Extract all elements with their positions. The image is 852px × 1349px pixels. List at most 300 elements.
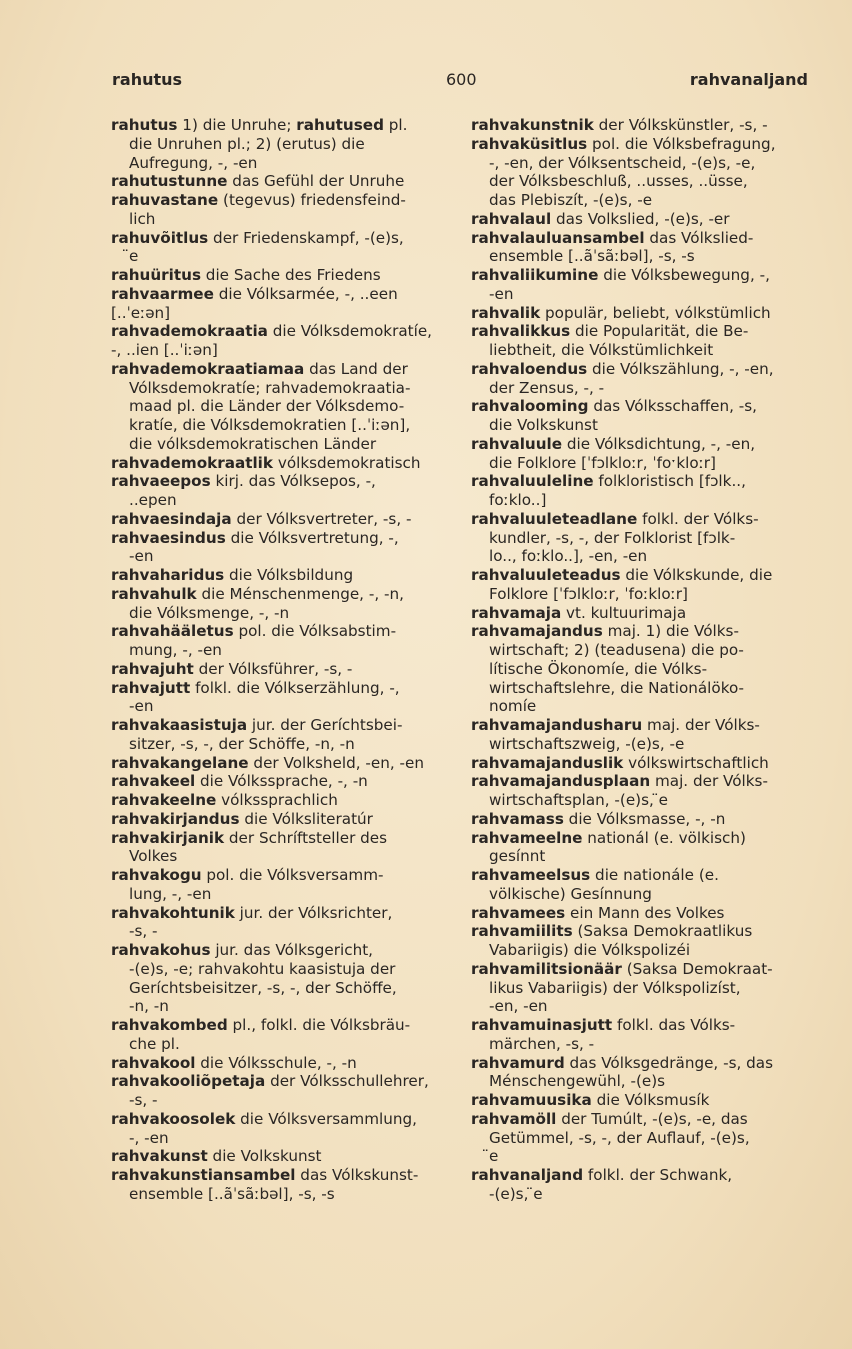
headword: rahvakangelane bbox=[111, 753, 249, 772]
entry-line bbox=[111, 135, 447, 154]
definition-text: die Ménschenmenge, -, -n, bbox=[196, 584, 404, 603]
headword: rahvaesindus bbox=[111, 528, 226, 547]
entry-line bbox=[471, 360, 807, 379]
definition-text: jur. der Vólksrichter, bbox=[234, 903, 393, 922]
definition-text: die vólksdemokratischen Länder bbox=[129, 434, 377, 453]
entry-line bbox=[111, 979, 447, 998]
definition-text: -s, - bbox=[129, 1091, 158, 1109]
definition-text: maj. der Vólks- bbox=[650, 772, 768, 791]
definition-text: maad pl. die Länder der Vólksdemo- bbox=[129, 397, 405, 416]
entry-line bbox=[111, 697, 447, 716]
headword: rahutustunne bbox=[111, 172, 228, 191]
definition-text: wirtschaftsplan, -(e)s, ̈e bbox=[489, 791, 669, 809]
definition-text: che pl. bbox=[129, 1034, 180, 1053]
definition-text: die Vólksbewegung, -, bbox=[598, 266, 770, 284]
entry-line bbox=[471, 172, 807, 191]
definition-text: lo.., foːklo..], -en, -en bbox=[489, 547, 648, 566]
headword: rahvamajanduslik bbox=[471, 753, 624, 772]
headword: rahvamiilits bbox=[471, 922, 573, 941]
headword: rahvaluuleteadlane bbox=[471, 509, 638, 528]
entry-line bbox=[111, 379, 447, 398]
definition-text: (Saksa Demokraatlikus bbox=[572, 922, 753, 941]
headword: rahvaluuleline bbox=[471, 472, 594, 491]
headword: rahvakeelne bbox=[111, 791, 217, 809]
headword: rahvalikkus bbox=[471, 322, 571, 341]
headword: rahvajutt bbox=[111, 678, 191, 697]
entry-line bbox=[111, 585, 447, 604]
headword: rahvaliikumine bbox=[471, 266, 599, 284]
entry-line bbox=[111, 547, 447, 566]
entry-line bbox=[111, 754, 447, 773]
entry-line bbox=[471, 454, 807, 473]
entry-line bbox=[111, 229, 447, 248]
headword: rahvamuusika bbox=[471, 1091, 592, 1109]
entry-line bbox=[111, 1129, 447, 1148]
definition-text: maj. 1) die Vólks- bbox=[602, 622, 739, 641]
entry-line bbox=[111, 472, 447, 491]
definition-text: völkische) Gesínnung bbox=[489, 884, 652, 903]
headword: rahvaeepos bbox=[111, 472, 211, 491]
entry-line bbox=[471, 791, 807, 810]
entry-line bbox=[111, 510, 447, 529]
entry-line bbox=[471, 847, 807, 866]
headword: rahvakaasistuja bbox=[111, 716, 248, 734]
entry-line bbox=[471, 116, 807, 135]
headword: rahvanaljand bbox=[471, 1166, 584, 1184]
headword: rahuvõitlus bbox=[111, 228, 209, 247]
definition-text: jur. der Geríchtsbei- bbox=[247, 716, 403, 734]
definition-text: nomíe bbox=[489, 697, 537, 716]
definition-text: kirj. das Vólksepos, -, bbox=[210, 472, 376, 491]
headword: rahvameelsus bbox=[471, 866, 591, 884]
entry-line bbox=[471, 1091, 807, 1110]
entry-line bbox=[111, 941, 447, 960]
definition-text: die Vólkssprache, -, -n bbox=[195, 772, 368, 791]
definition-text: vólkssprachlich bbox=[216, 791, 338, 809]
entry-line bbox=[471, 1016, 807, 1035]
definition-text: die Folklore [ˈfɔlkloːr, ˈfoˑkloːr] bbox=[489, 453, 716, 472]
definition-text: der Vólksschullehrer, bbox=[265, 1072, 429, 1091]
definition-text: die Volkskunst bbox=[207, 1147, 322, 1166]
entry-line bbox=[111, 641, 447, 660]
headword: rahvamilitsionäär bbox=[471, 959, 622, 978]
entry-line bbox=[471, 829, 807, 848]
entry-line bbox=[111, 529, 447, 548]
definition-text: maj. der Vólks- bbox=[642, 716, 760, 734]
entry-line bbox=[471, 397, 807, 416]
definition-text: lich bbox=[129, 209, 156, 228]
definition-text: die Vólksbildung bbox=[224, 566, 354, 584]
definition-text: folkloristisch [fɔlk.., bbox=[593, 472, 746, 491]
headword: rahvademokraatia bbox=[111, 322, 268, 341]
entry-line bbox=[471, 1054, 807, 1073]
definition-text: -en bbox=[129, 547, 154, 566]
headword: rahvameelne bbox=[471, 828, 583, 847]
entry-line bbox=[111, 154, 447, 173]
definition-text: Volkes bbox=[129, 847, 178, 866]
definition-text: 1) die Unruhe; bbox=[177, 116, 297, 134]
definition-text: folkl. der Vólks- bbox=[637, 509, 759, 528]
definition-text: das Land der bbox=[304, 359, 408, 378]
entry-line bbox=[111, 660, 447, 679]
definition-text: die Unruhen pl.; 2) (erutus) die bbox=[129, 134, 365, 153]
entry-line bbox=[471, 322, 807, 341]
entry-line bbox=[471, 697, 807, 716]
headword: rahutused bbox=[296, 116, 384, 134]
entry-line bbox=[111, 772, 447, 791]
entry-line bbox=[111, 1072, 447, 1091]
definition-text: likus Vabariigis) der Vólkspolizíst, bbox=[489, 978, 741, 997]
page-header bbox=[112, 70, 808, 94]
headword: rahvakombed bbox=[111, 1016, 228, 1034]
entry-line bbox=[111, 285, 447, 304]
definition-text: Geríchtsbeisitzer, -s, -, der Schöffe, bbox=[129, 978, 397, 997]
entry-line bbox=[111, 1091, 447, 1110]
entry-line bbox=[471, 1035, 807, 1054]
definition-text: folkl. das Vólks- bbox=[612, 1016, 736, 1034]
entry-line bbox=[111, 435, 447, 454]
definition-text: das Vólkskunst- bbox=[295, 1166, 419, 1184]
definition-text: das Vólksschaffen, -s, bbox=[588, 397, 757, 416]
entry-line bbox=[471, 529, 807, 548]
headword: rahvakirjandus bbox=[111, 809, 240, 828]
right-column bbox=[471, 116, 807, 1204]
entry-line bbox=[111, 1016, 447, 1035]
headword: rahvademokraatiamaa bbox=[111, 359, 305, 378]
definition-text: die Vólkskunde, die bbox=[620, 566, 773, 584]
entry-line bbox=[111, 904, 447, 923]
definition-text: [..ˈeːən] bbox=[111, 303, 171, 322]
definition-text: die Vólksmasse, -, -n bbox=[563, 809, 726, 828]
definition-text: der Tumúlt, -(e)s, -e, das bbox=[556, 1109, 748, 1128]
entry-line bbox=[471, 285, 807, 304]
headword: rahvamass bbox=[471, 809, 564, 828]
definition-text: vt. kultuurimaja bbox=[561, 603, 687, 622]
definition-text: das Volkslied, -(e)s, -er bbox=[551, 209, 730, 228]
entry-line bbox=[471, 641, 807, 660]
headword: rahvajuht bbox=[111, 659, 194, 678]
headword: rahvamajandusharu bbox=[471, 716, 643, 734]
headword: rahvakeel bbox=[111, 772, 196, 791]
definition-text: die Vólksmusík bbox=[591, 1091, 710, 1109]
headword: rahvademokraatlik bbox=[111, 453, 273, 472]
entry-line bbox=[471, 1166, 807, 1185]
definition-text: -en bbox=[489, 284, 514, 303]
headword: rahvamees bbox=[471, 903, 566, 922]
headword: rahvahääletus bbox=[111, 622, 234, 641]
definition-text: der Schríftsteller des bbox=[224, 828, 388, 847]
headword: rahuüritus bbox=[111, 266, 201, 284]
headword: rahutus bbox=[111, 116, 178, 134]
entry-line bbox=[471, 510, 807, 529]
entry-line bbox=[471, 1147, 807, 1166]
entry-line bbox=[111, 191, 447, 210]
headword: rahvakooliõpetaja bbox=[111, 1072, 266, 1091]
entry-line bbox=[471, 266, 807, 285]
entry-line bbox=[471, 566, 807, 585]
entry-line bbox=[471, 1185, 807, 1204]
definition-text: ̈e bbox=[129, 247, 139, 266]
entry-line bbox=[471, 229, 807, 248]
definition-text: ensemble [..ãˈsãːbəl], -s, -s bbox=[129, 1184, 335, 1203]
definition-text: die Sache des Friedens bbox=[200, 266, 381, 284]
headword: rahvaluule bbox=[471, 434, 563, 453]
definition-text: der Zensus, -, - bbox=[489, 378, 605, 397]
entry-line bbox=[471, 754, 807, 773]
definition-text: kratíe, die Vólksdemokratien [..ˈiːən], bbox=[129, 416, 411, 434]
entry-line bbox=[111, 791, 447, 810]
definition-text: -en, -en bbox=[489, 997, 548, 1016]
entry-line bbox=[111, 866, 447, 885]
definition-text: populär, beliebt, vólkstümlich bbox=[540, 303, 771, 322]
definition-text: der Vólkskünstler, -s, - bbox=[593, 116, 768, 134]
entry-line bbox=[111, 566, 447, 585]
entry-line bbox=[471, 379, 807, 398]
headword: rahvamurd bbox=[471, 1053, 565, 1072]
headword: rahvakunst bbox=[111, 1147, 208, 1166]
definition-text: die Vólksdichtung, -, -en, bbox=[562, 434, 756, 453]
entry-line bbox=[111, 922, 447, 941]
headword: rahvamaja bbox=[471, 603, 562, 622]
entry-line bbox=[111, 1185, 447, 1204]
entry-line bbox=[111, 1147, 447, 1166]
entry-line bbox=[471, 679, 807, 698]
definition-text: -, -en, der Vólksentscheid, -(e)s, -e, bbox=[489, 153, 756, 172]
entry-line bbox=[471, 960, 807, 979]
headword: rahvaharidus bbox=[111, 566, 225, 584]
headword: rahvakirjanik bbox=[111, 828, 225, 847]
entry-line bbox=[111, 341, 447, 360]
entry-line bbox=[471, 810, 807, 829]
entry-line bbox=[471, 1129, 807, 1148]
entry-line bbox=[111, 322, 447, 341]
entry-line bbox=[471, 491, 807, 510]
headword: rahvaarmee bbox=[111, 284, 214, 303]
definition-text: wirtschaft; 2) (teadusena) die po- bbox=[489, 641, 744, 659]
page-number: 600 bbox=[446, 70, 477, 89]
entry-line bbox=[471, 472, 807, 491]
definition-text: -, ..ien [..ˈiːən] bbox=[111, 341, 218, 359]
entry-line bbox=[111, 491, 447, 510]
headword: rahvakohus bbox=[111, 941, 211, 959]
definition-text: die Popularität, die Be- bbox=[570, 322, 749, 341]
definition-text: folkl. die Vólkserzählung, -, bbox=[190, 678, 400, 697]
left-column bbox=[111, 116, 447, 1204]
entry-line bbox=[471, 341, 807, 360]
definition-text: vólksdemokratisch bbox=[273, 453, 421, 472]
definition-text: die Vólkszählung, -, -en, bbox=[587, 359, 774, 378]
entry-line bbox=[111, 1054, 447, 1073]
definition-text: die Vólksarmée, -, ..een bbox=[213, 284, 398, 303]
definition-text: das Vólksgedränge, -s, das bbox=[564, 1053, 773, 1072]
entry-line bbox=[471, 210, 807, 229]
definition-text: der Volksheld, -en, -en bbox=[248, 753, 424, 772]
entry-line bbox=[471, 716, 807, 735]
headword: rahvakogu bbox=[111, 866, 202, 884]
definition-text: -en bbox=[129, 697, 154, 716]
definition-text: Folklore [ˈfɔlkloːr, ˈfoːkloːr] bbox=[489, 584, 688, 603]
entry-line bbox=[111, 116, 447, 135]
entry-line bbox=[471, 735, 807, 754]
entry-line bbox=[471, 885, 807, 904]
definition-text: Aufregung, -, -en bbox=[129, 153, 258, 172]
definition-text: die Vólksversammlung, bbox=[235, 1109, 417, 1128]
entry-line bbox=[471, 922, 807, 941]
definition-text: Getümmel, -s, -, der Auflauf, -(e)s, bbox=[489, 1128, 750, 1147]
entry-line bbox=[111, 997, 447, 1016]
headword: rahvamajandus bbox=[471, 622, 603, 641]
entry-line bbox=[111, 622, 447, 641]
entry-line bbox=[471, 1072, 807, 1091]
definition-text: die Volkskunst bbox=[489, 416, 598, 434]
definition-text: sitzer, -s, -, der Schöffe, -n, -n bbox=[129, 734, 355, 753]
entry-line bbox=[471, 979, 807, 998]
definition-text: gesínnt bbox=[489, 847, 546, 866]
entry-line bbox=[111, 304, 447, 323]
headword: rahvahulk bbox=[111, 584, 197, 603]
entry-line bbox=[471, 1110, 807, 1129]
definition-text: ̈e bbox=[489, 1147, 499, 1166]
entry-line bbox=[471, 247, 807, 266]
definition-text: -n, -n bbox=[129, 997, 169, 1016]
entry-line bbox=[471, 772, 807, 791]
definition-text: mung, -, -en bbox=[129, 641, 222, 659]
definition-text: die Vólksdemokratíe, bbox=[267, 322, 432, 341]
definition-text: Vólksdemokratíe; rahvademokraatia- bbox=[129, 378, 411, 397]
definition-text: ensemble [..ãˈsãːbəl], -s, -s bbox=[489, 247, 695, 266]
entry-line bbox=[111, 360, 447, 379]
headword: rahvalauluansambel bbox=[471, 228, 645, 247]
entry-line bbox=[471, 622, 807, 641]
definition-text: nationál (e. völkisch) bbox=[582, 828, 746, 847]
entry-line bbox=[471, 660, 807, 679]
definition-text: vólkswirtschaftlich bbox=[623, 753, 769, 772]
definition-text: die Vólksvertretung, -, bbox=[225, 528, 399, 547]
entry-line bbox=[471, 547, 807, 566]
headword: rahvamajandusplaan bbox=[471, 772, 651, 791]
entry-line bbox=[111, 810, 447, 829]
headword: rahvakool bbox=[111, 1053, 196, 1072]
definition-text: märchen, -s, - bbox=[489, 1034, 595, 1053]
definition-text: pl. bbox=[383, 116, 408, 134]
entry-line bbox=[471, 585, 807, 604]
entry-line bbox=[471, 416, 807, 435]
entry-line bbox=[111, 1166, 447, 1185]
definition-text: -s, - bbox=[129, 922, 158, 941]
headword: rahvalik bbox=[471, 303, 541, 322]
definition-text: die nationále (e. bbox=[590, 866, 719, 884]
entry-line bbox=[111, 247, 447, 266]
headword: rahvaluuleteadus bbox=[471, 566, 621, 584]
definition-text: der Vólksbeschluß, ..usses, ..üsse, bbox=[489, 172, 748, 191]
definition-text: die Vólksliteratúr bbox=[239, 809, 373, 828]
definition-text: wirtschaftslehre, die Nationálöko- bbox=[489, 678, 744, 697]
entry-line bbox=[111, 885, 447, 904]
definition-text: das Gefühl der Unruhe bbox=[227, 172, 405, 191]
definition-text: (Saksa Demokraat- bbox=[621, 959, 773, 978]
definition-text: jur. das Vólksgericht, bbox=[210, 941, 373, 959]
definition-text: kundler, -s, -, der Folklorist [fɔlk- bbox=[489, 528, 736, 547]
headword: rahvakoosolek bbox=[111, 1109, 236, 1128]
definition-text: Ménschengewühl, -(e)s bbox=[489, 1072, 666, 1091]
headword: rahvalooming bbox=[471, 397, 589, 416]
entry-line bbox=[111, 679, 447, 698]
definition-text: lung, -, -en bbox=[129, 884, 212, 903]
headword: rahvaesindaja bbox=[111, 509, 232, 528]
headword: rahvamöll bbox=[471, 1109, 557, 1128]
definition-text: das Plebiszít, -(e)s, -e bbox=[489, 191, 653, 209]
definition-text: -, -en bbox=[129, 1128, 169, 1147]
entry-line bbox=[111, 829, 447, 848]
definition-text: das Vólkslied- bbox=[644, 228, 754, 247]
headword: rahuvastane bbox=[111, 191, 219, 209]
entry-line bbox=[111, 1035, 447, 1054]
definition-text: -(e)s, ̈e bbox=[489, 1184, 543, 1203]
definition-text: pol. die Vólksabstim- bbox=[233, 622, 397, 641]
entry-line bbox=[111, 604, 447, 623]
entry-line bbox=[471, 154, 807, 173]
definition-text: liebtheit, die Vólkstümlichkeit bbox=[489, 341, 714, 359]
definition-text: pol. die Vólksversamm- bbox=[201, 866, 384, 884]
definition-text: pol. die Vólksbefragung, bbox=[587, 134, 776, 153]
entry-line bbox=[111, 416, 447, 435]
entry-line bbox=[111, 172, 447, 191]
headword: rahvakunstiansambel bbox=[111, 1166, 296, 1184]
headword: rahvakunstnik bbox=[471, 116, 594, 134]
entry-line bbox=[111, 210, 447, 229]
headword: rahvalaul bbox=[471, 209, 552, 228]
entry-line bbox=[471, 997, 807, 1016]
entry-line bbox=[471, 304, 807, 323]
headword: rahvaloendus bbox=[471, 359, 588, 378]
definition-text: folkl. der Schwank, bbox=[583, 1166, 733, 1184]
definition-text: die Vólksmenge, -, -n bbox=[129, 603, 290, 622]
definition-text: -(e)s, -e; rahvakohtu kaasistuja der bbox=[129, 959, 396, 978]
definition-text: der Friedenskampf, -(e)s, bbox=[208, 228, 404, 247]
headword: rahvaküsitlus bbox=[471, 134, 588, 153]
entry-line bbox=[471, 941, 807, 960]
definition-text: pl., folkl. die Vólksbräu- bbox=[227, 1016, 411, 1034]
right-guide-word: rahvanaljand bbox=[689, 70, 808, 89]
entry-line bbox=[111, 397, 447, 416]
left-guide-word: rahutus bbox=[112, 70, 183, 89]
definition-text: der Vólksführer, -s, - bbox=[193, 659, 353, 678]
entry-line bbox=[471, 135, 807, 154]
definition-text: wirtschaftszweig, -(e)s, -e bbox=[489, 734, 685, 753]
definition-text: ..epen bbox=[129, 491, 177, 509]
definition-text: (tegevus) friedensfeind- bbox=[218, 191, 406, 209]
entry-line bbox=[471, 604, 807, 623]
entry-line bbox=[111, 735, 447, 754]
entry-line bbox=[111, 1110, 447, 1129]
entry-line bbox=[471, 191, 807, 210]
definition-text: foːklo..] bbox=[489, 491, 547, 509]
definition-text: lítische Ökonomíe, die Vólks- bbox=[489, 659, 708, 678]
entry-line bbox=[111, 266, 447, 285]
entry-line bbox=[111, 960, 447, 979]
definition-text: ein Mann des Volkes bbox=[565, 903, 725, 922]
entry-line bbox=[471, 435, 807, 454]
definition-text: die Vólksschule, -, -n bbox=[195, 1053, 357, 1072]
entry-line bbox=[471, 866, 807, 885]
entry-line bbox=[471, 904, 807, 923]
entry-line bbox=[111, 847, 447, 866]
definition-text: der Vólksvertreter, -s, - bbox=[231, 509, 412, 528]
headword: rahvakohtunik bbox=[111, 903, 235, 922]
entry-line bbox=[111, 716, 447, 735]
headword: rahvamuinasjutt bbox=[471, 1016, 613, 1034]
definition-text: Vabariigis) die Vólkspolizéi bbox=[489, 941, 691, 959]
